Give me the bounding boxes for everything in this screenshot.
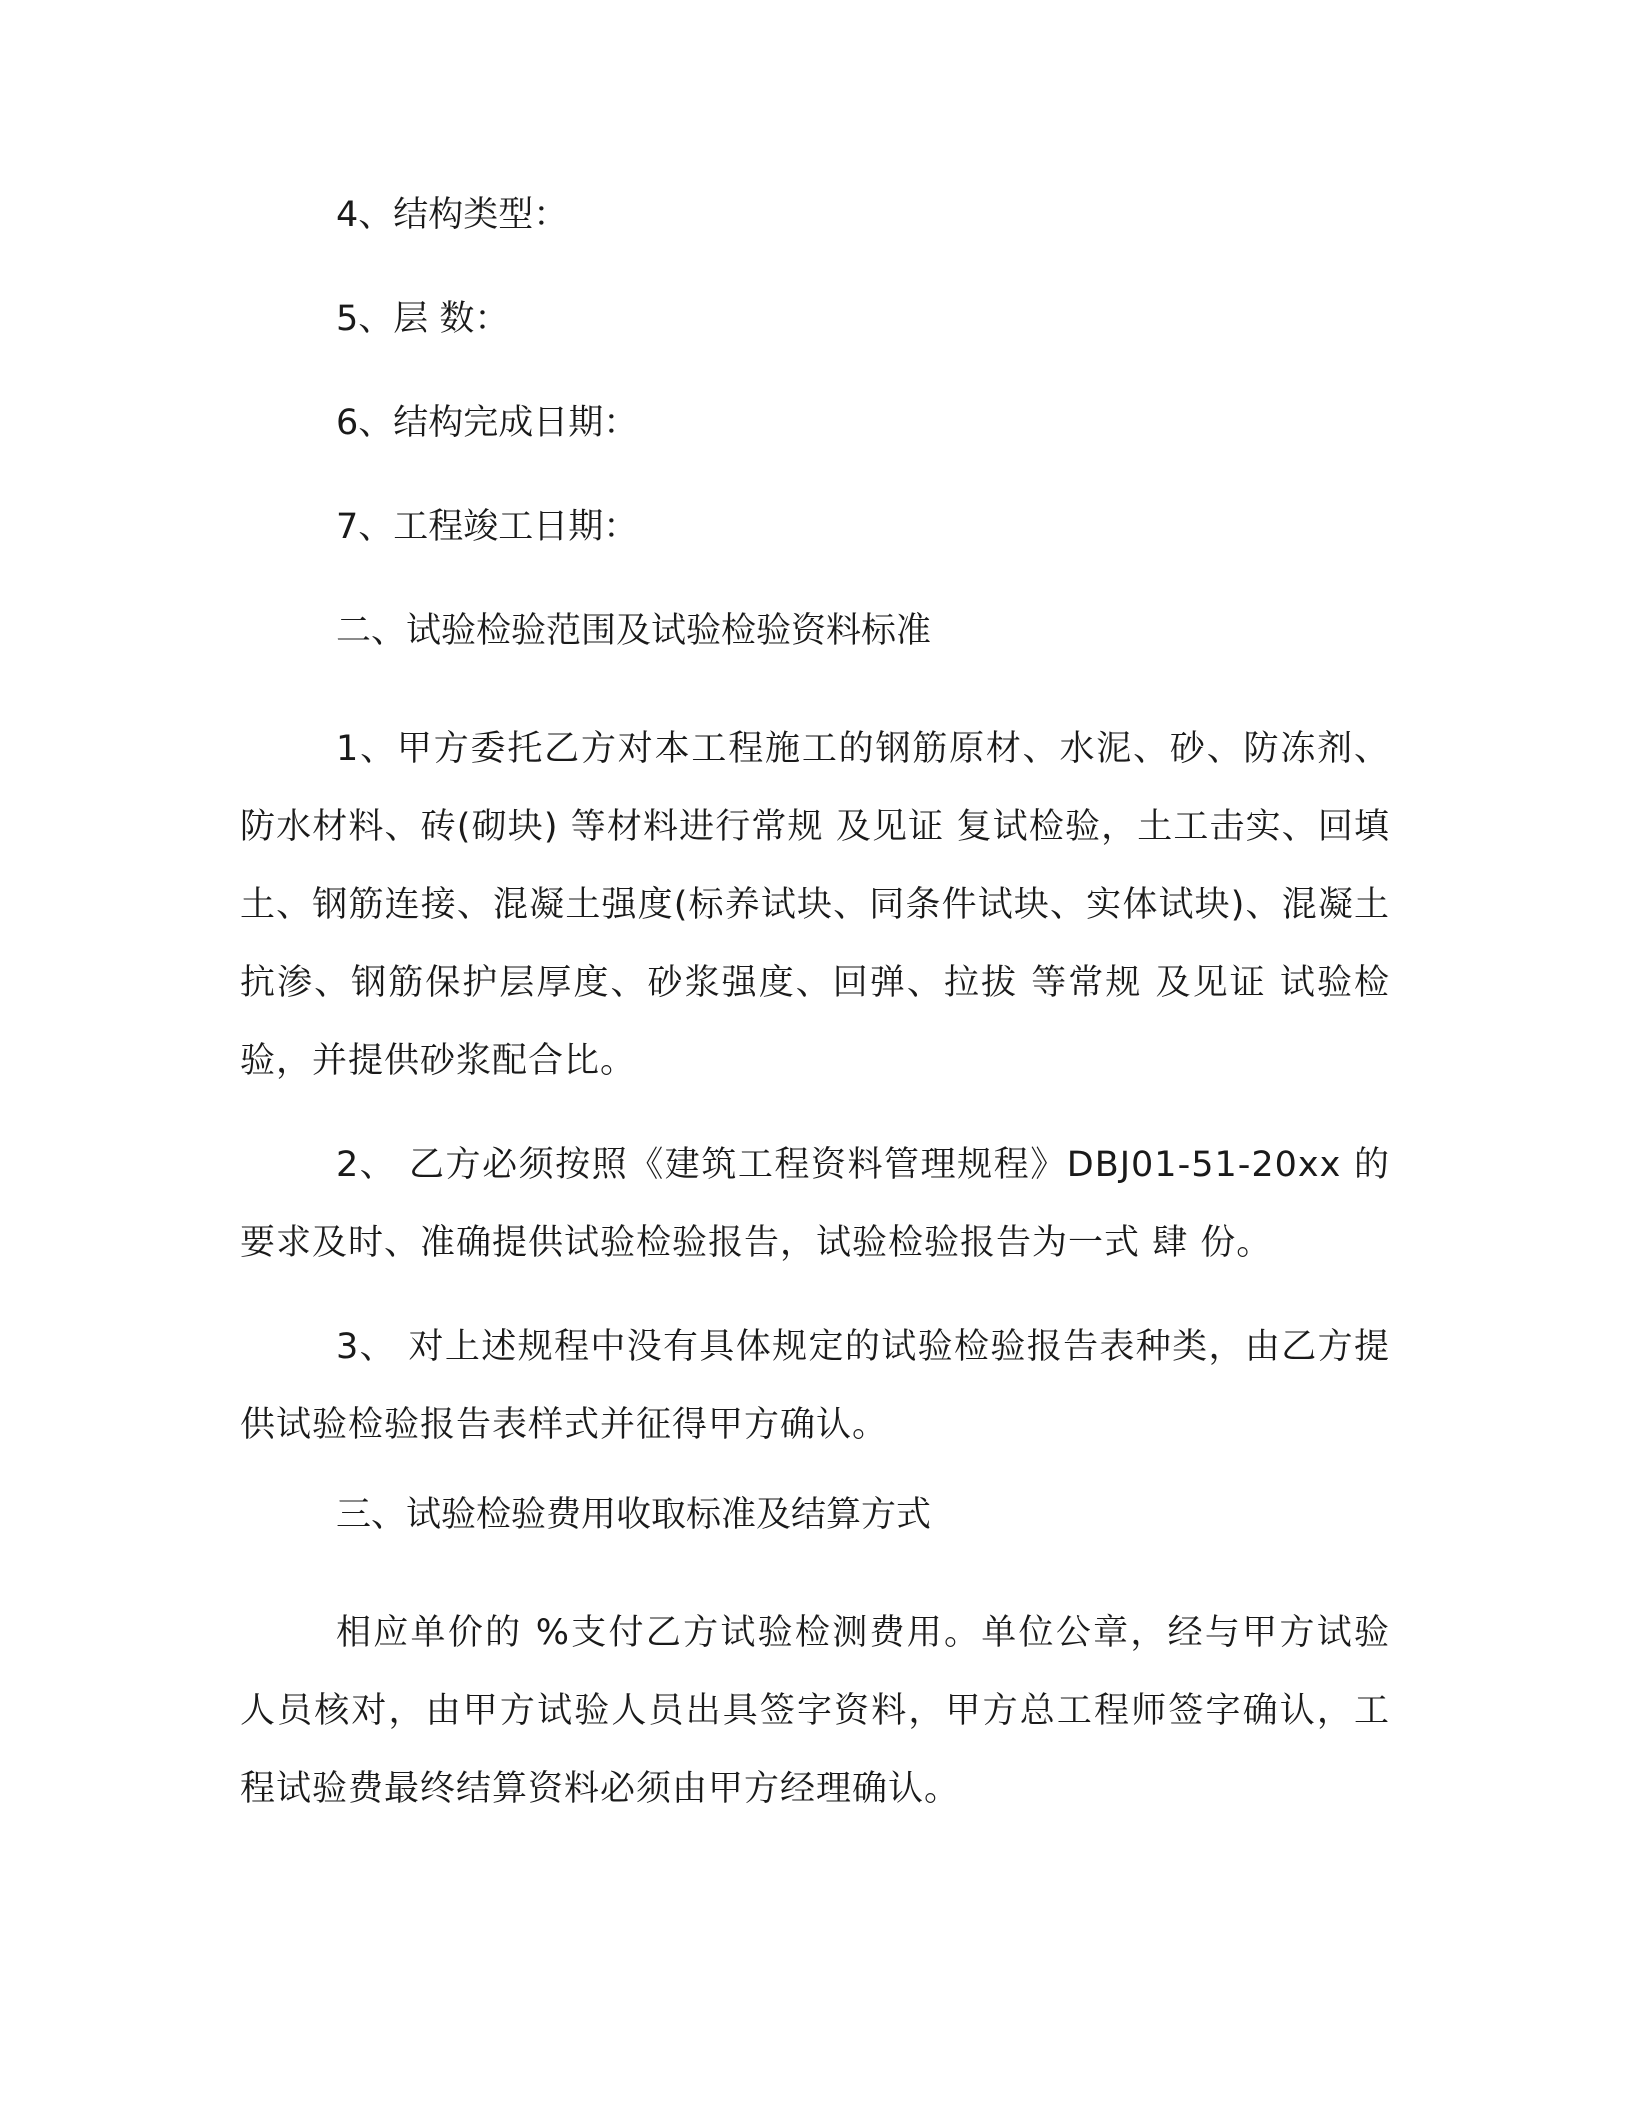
section-3-heading: 三、试验检验费用收取标准及结算方式 <box>336 1495 932 1535</box>
section-2-paragraph-3: 3、 对上述规程中没有具体规定的试验检验报告表种类，由乙方提供试验检验报告表样式并征得甲方确认。 <box>240 1327 1390 1445</box>
item-structure-type: 4、结构类型： <box>336 195 569 235</box>
item-structure-completion-date: 6、结构完成日期： <box>336 403 639 443</box>
section-3-paragraph-1: 相应单价的 %支付乙方试验检测费用。单位公章，经与甲方试验人员核对，由甲方试验人员出具签字资料，甲方总工程师签字确认，工程试验费最终结算资料必须由甲方经理确认。 <box>240 1613 1390 1809</box>
item-floors: 5、层 数： <box>336 299 510 339</box>
section-2-paragraph-1: 1、甲方委托乙方对本工程施工的钢筋原材、水泥、砂、防冻剂、防水材料、砖(砌块) 等材料进行常规 及见证 复试检验，土工击实、回填土、钢筋连接、混凝土强度(标养试块、同条件试块、实体试块)、混凝土抗渗、钢筋保护层厚度、砂浆强度、回弹、拉拔 等常规 及见证 试验检验，并提供砂浆配合比。 <box>240 729 1390 1081</box>
item-project-completion-date: 7、工程竣工日期： <box>336 507 639 547</box>
section-2-paragraph-2: 2、 乙方必须按照《建筑工程资料管理规程》DBJ01-51-20xx 的要求及时、准确提供试验检验报告，试验检验报告为一式 肆 份。 <box>240 1145 1390 1263</box>
document-page <box>240 190 1390 1854</box>
section-2-heading: 二、试验检验范围及试验检验资料标准 <box>336 611 932 651</box>
